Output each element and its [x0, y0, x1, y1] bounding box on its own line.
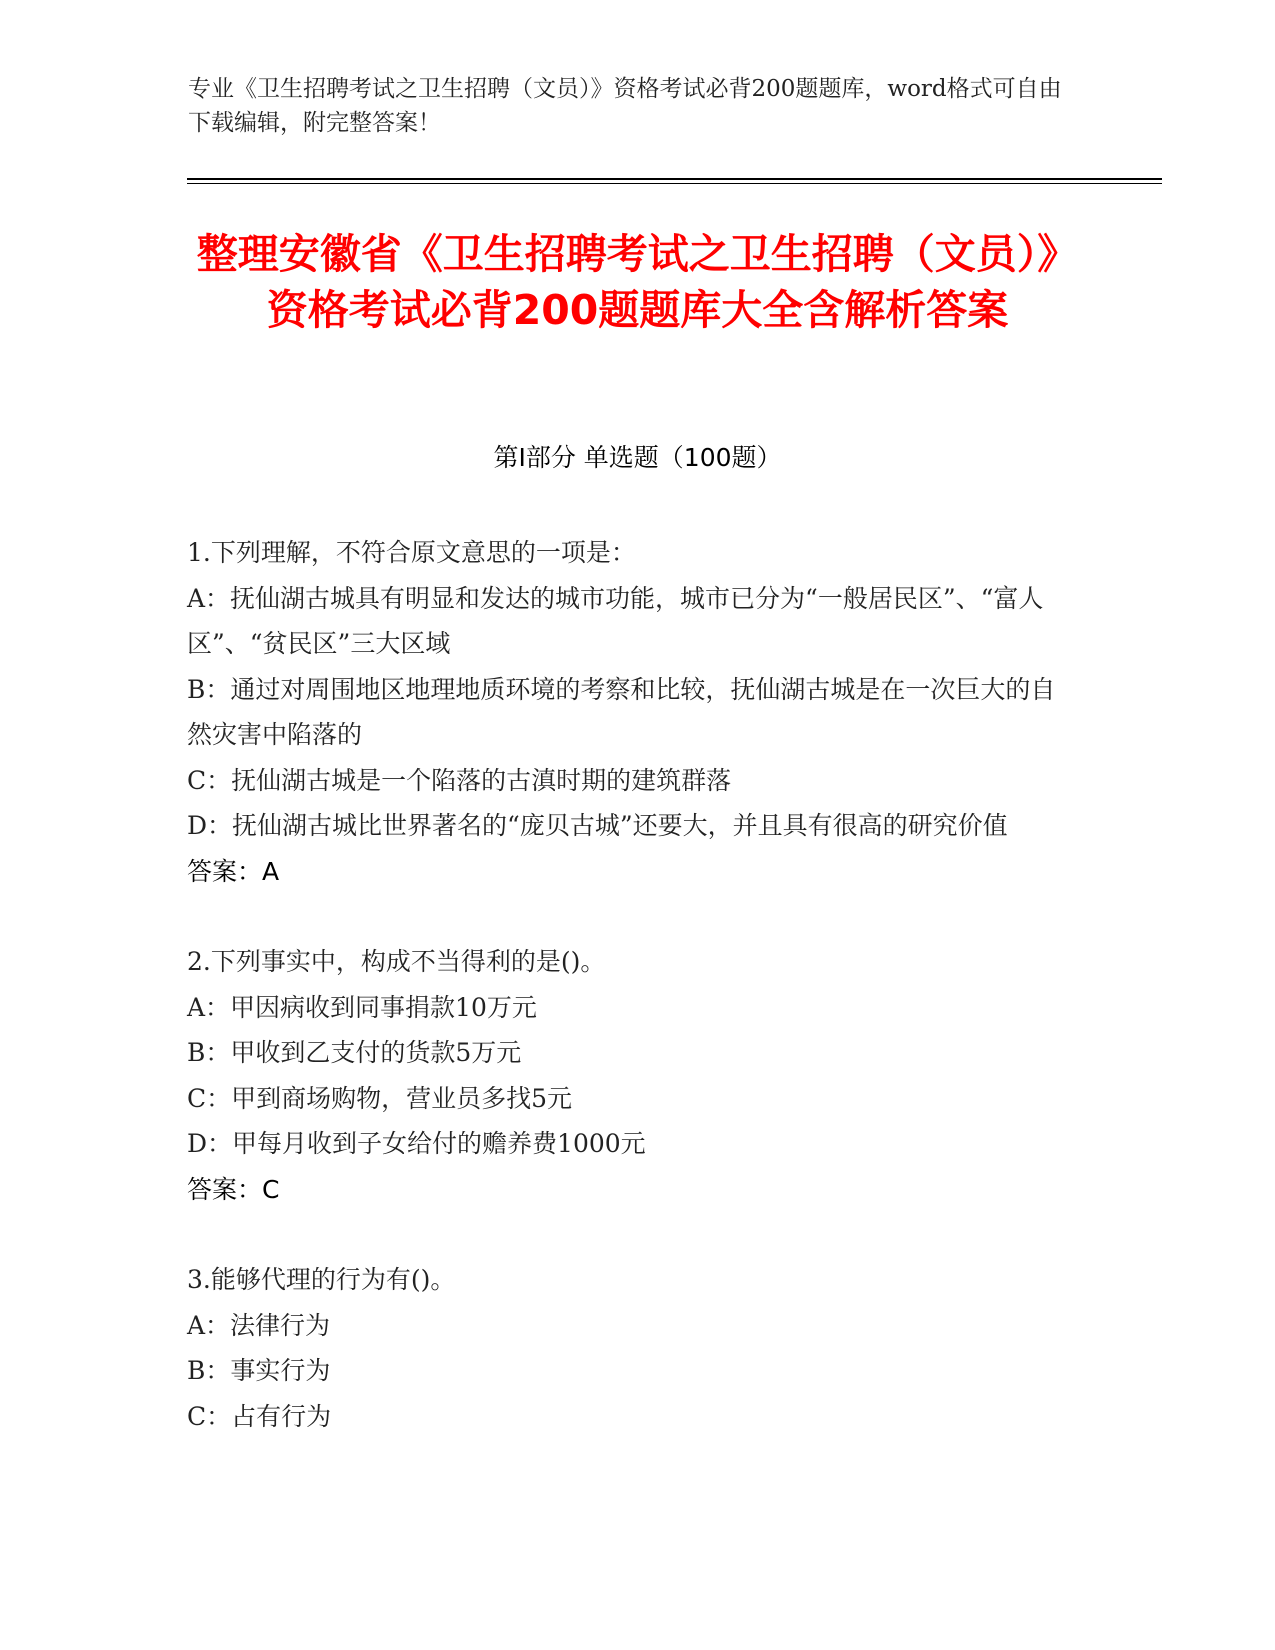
- question-option-b: B：甲收到乙支付的货款5万元: [187, 1038, 522, 1067]
- header-divider-thin: [187, 183, 1162, 184]
- question-option-c: C：甲到商场购物，营业员多找5元: [187, 1083, 573, 1113]
- question-answer: 答案：C: [187, 1174, 280, 1204]
- question-1: [187, 530, 1072, 894]
- document-title: 整理安徽省《卫生招聘考试之卫生招聘（文员）》资格考试必背200题题库大全含解析答案: [196, 230, 1079, 334]
- question-option-a: A：抚仙湖古城具有明显和发达的城市功能，城市已分为“一般居民区”、“富人区”、“贫民区”三大区域: [187, 583, 1044, 658]
- question-option-a: A：法律行为: [187, 1310, 331, 1340]
- question-list: [187, 530, 1072, 1484]
- question-option-a: A：甲因病收到同事捐款10万元: [187, 992, 537, 1022]
- section-title: 第Ⅰ部分 单选题（100题）: [493, 443, 782, 472]
- question-2: [187, 939, 1072, 1212]
- header-note: 专业《卫生招聘考试之卫生招聘（文员）》资格考试必背200题题库，word格式可自由下载编辑，附完整答案！: [188, 76, 1062, 136]
- question-stem: 2.下列事实中，构成不当得利的是()。: [187, 947, 606, 976]
- question-answer: 答案：A: [187, 856, 280, 886]
- question-option-c: C：抚仙湖古城是一个陷落的古滇时期的建筑群落: [187, 765, 732, 795]
- header-divider-thick: [187, 178, 1162, 180]
- question-3: [187, 1257, 1072, 1439]
- question-option-d: D：甲每月收到子女给付的赡养费1000元: [187, 1129, 646, 1158]
- question-option-c: C：占有行为: [187, 1401, 332, 1431]
- question-option-d: D：抚仙湖古城比世界著名的“庞贝古城”还要大，并且具有很高的研究价值: [187, 811, 1008, 840]
- question-option-b: B：事实行为: [187, 1356, 331, 1385]
- question-stem: 3.能够代理的行为有()。: [187, 1265, 456, 1294]
- question-option-b: B：通过对周围地区地理地质环境的考察和比较，抚仙湖古城是在一次巨大的自然灾害中陷落的: [187, 674, 1056, 749]
- question-stem: 1.下列理解，不符合原文意思的一项是：: [187, 538, 636, 567]
